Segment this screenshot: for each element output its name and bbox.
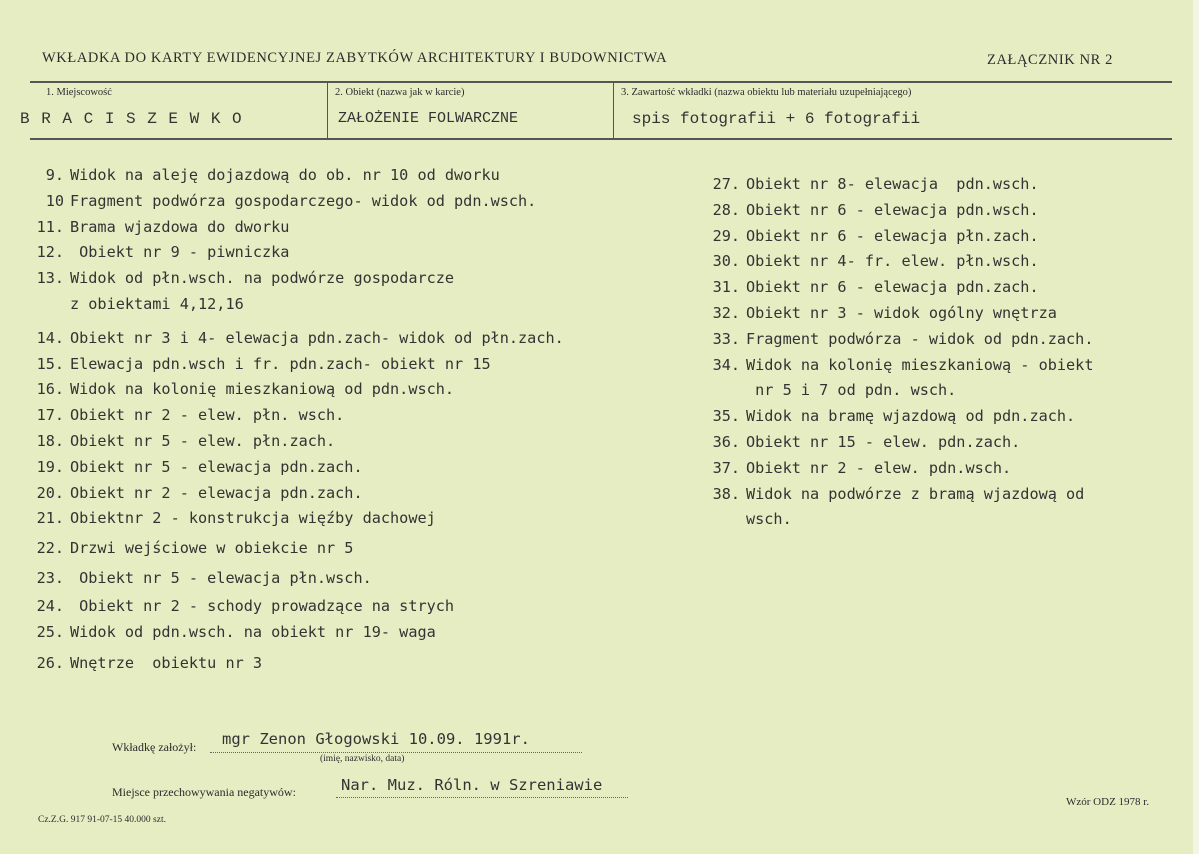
photo-description: Obiekt nr 4- fr. elew. płn.wsch. <box>746 252 1039 271</box>
photo-number: 25. <box>36 622 64 641</box>
created-by-label: Wkładkę założył: <box>112 740 197 754</box>
photo-list-item <box>34 597 454 615</box>
field-divider-1 <box>327 82 328 138</box>
photo-description: Wnętrze obiektu nr 3 <box>70 654 263 673</box>
photo-number: 30. <box>712 252 740 271</box>
photo-number: 20. <box>36 483 64 502</box>
form-code: Wzór ODZ 1978 r. <box>1066 796 1150 808</box>
photo-description: Obiekt nr 6 - elewacja płn.zach. <box>746 226 1039 245</box>
photo-description: Widok od płn.wsch. na podwórze gospodarcze <box>70 269 455 288</box>
photo-description: Fragment podwórza - widok od pdn.zach. <box>746 329 1094 348</box>
photo-list-item <box>710 227 1039 245</box>
photo-number: 10 <box>45 191 64 210</box>
photo-description: wsch. <box>746 510 792 529</box>
photo-number: 38. <box>712 484 740 503</box>
photo-list-item <box>34 406 344 424</box>
photo-description: Elewacja pdn.wsch i fr. pdn.zach- obiekt nr 15 <box>70 354 491 373</box>
photo-list-item <box>710 407 1075 425</box>
photo-list-item <box>34 484 363 502</box>
photo-list-item <box>710 510 792 528</box>
photo-list-item <box>710 459 1011 477</box>
locality-value: B R A C I S Z E W K O <box>20 110 243 128</box>
photo-number: 34. <box>712 355 740 374</box>
photo-list-item <box>34 569 372 587</box>
storage-label: Miejsce przechowywania negatywów: <box>112 785 296 799</box>
photo-description: Obiekt nr 6 - elewacja pdn.zach. <box>746 278 1039 297</box>
paper-edge <box>1193 0 1199 854</box>
photo-list-item <box>34 329 564 347</box>
photo-list-item <box>34 218 289 236</box>
photo-description: Obiekt nr 6 - elewacja pdn.wsch. <box>746 200 1039 219</box>
photo-number: 27. <box>712 175 740 193</box>
photo-list-item <box>34 269 454 287</box>
photo-list-item <box>710 485 1084 503</box>
photo-description: Obiekt nr 3 - widok ogólny wnętrza <box>746 304 1057 322</box>
photo-description: Obiekt nr 2 - elew. płn. wsch. <box>70 406 345 425</box>
photo-list-item <box>34 623 436 641</box>
photo-number: 23. <box>36 569 64 587</box>
photo-list-item <box>710 175 1039 193</box>
photo-description: Obiekt nr 9 - piwniczka <box>70 243 290 262</box>
photo-number: 18. <box>36 432 64 450</box>
photo-number: 14. <box>36 328 64 347</box>
photo-description: Obiekt nr 5 - elew. płn.zach. <box>70 432 336 450</box>
photo-description: Obiekt nr 2 - elew. pdn.wsch. <box>746 458 1012 477</box>
photo-description: Widok na aleję dojazdową do ob. nr 10 od dworku <box>70 166 500 184</box>
photo-list-item <box>34 432 335 450</box>
photo-list-item <box>34 295 244 313</box>
storage-value: Nar. Muz. Róln. w Szreniawie <box>341 776 603 794</box>
photo-list-item <box>710 304 1057 322</box>
photo-description: z obiektami 4,12,16 <box>70 295 244 313</box>
photo-description: Widok na podwórze z bramą wjazdową od <box>746 484 1085 503</box>
photo-list-item <box>34 539 353 557</box>
created-by-dotted-line <box>210 752 582 753</box>
photo-list-item <box>34 509 436 527</box>
photo-number: 28. <box>712 200 740 219</box>
photo-list-item <box>34 355 491 373</box>
object-label: 2. Obiekt (nazwa jak w karcie) <box>335 87 465 98</box>
content-value: spis fotografii + 6 fotografii <box>632 110 921 128</box>
top-rule <box>30 81 1172 83</box>
photo-list-item <box>710 330 1093 348</box>
locality-label: 1. Miejscowość <box>46 87 112 98</box>
photo-description: Obiekt nr 5 - elewacja płn.wsch. <box>70 569 372 587</box>
photo-list-item <box>34 192 536 210</box>
photo-description: Obiekt nr 3 i 4- elewacja pdn.zach- widok od płn.zach. <box>70 328 564 347</box>
photo-number: 22. <box>36 539 64 558</box>
photo-number: 15. <box>36 354 64 373</box>
photo-description: Widok na kolonię mieszkaniową od pdn.wsch. <box>70 380 455 399</box>
created-by-value: mgr Zenon Głogowski 10.09. 1991r. <box>222 730 530 748</box>
attachment-number: ZAŁĄCZNIK NR 2 <box>987 52 1113 68</box>
photo-number: 24. <box>36 596 64 615</box>
photo-number: 13. <box>36 269 64 288</box>
photo-description: Obiekt nr 15 - elew. pdn.zach. <box>746 433 1021 451</box>
photo-number: 21. <box>36 509 64 528</box>
photo-list-item <box>710 381 956 399</box>
photo-description: Obiekt nr 8- elewacja pdn.wsch. <box>746 175 1039 193</box>
photo-list-item <box>710 201 1039 219</box>
photo-number: 29. <box>712 226 740 245</box>
photo-description: Fragment podwórza gospodarczego- widok od pdn.wsch. <box>70 191 537 210</box>
photo-description: Widok od pdn.wsch. na obiekt nr 19- waga <box>70 622 436 641</box>
photo-number: 37. <box>712 458 740 477</box>
photo-number: 11. <box>36 217 64 236</box>
object-value: ZAŁOŻENIE FOLWARCZNE <box>338 110 519 127</box>
photo-number: 12. <box>36 243 64 262</box>
photo-description: Obiekt nr 2 - elewacja pdn.zach. <box>70 483 363 502</box>
photo-number: 26. <box>36 654 64 673</box>
field-divider-2 <box>613 82 614 138</box>
content-label: 3. Zawartość wkładki (nazwa obiektu lub materiału uzupełniającego) <box>621 87 912 98</box>
photo-number: 32. <box>712 304 740 322</box>
photo-list-item <box>710 252 1039 270</box>
form-title: WKŁADKA DO KARTY EWIDENCYJNEJ ZABYTKÓW ARCHITEKTURY I BUDOWNICTWA <box>42 50 668 66</box>
photo-number: 16. <box>36 380 64 399</box>
photo-list-item <box>34 243 289 261</box>
photo-list-item <box>710 356 1093 374</box>
photo-description: Widok na kolonię mieszkaniową - obiekt <box>746 355 1094 374</box>
photo-number: 19. <box>36 457 64 476</box>
photo-description: Drzwi wejściowe w obiekcie nr 5 <box>70 539 354 558</box>
print-code: Cz.Z.G. 917 91-07-15 40.000 szt. <box>38 815 166 825</box>
photo-number: 35. <box>712 407 740 426</box>
photo-description: nr 5 i 7 od pdn. wsch. <box>746 381 957 400</box>
photo-number: 9. <box>45 166 64 184</box>
photo-list-item <box>710 278 1039 296</box>
photo-list-item <box>34 166 500 184</box>
photo-number: 17. <box>36 406 64 425</box>
photo-description: Obiektnr 2 - konstrukcja więźby dachowej <box>70 509 436 528</box>
storage-dotted-line <box>336 797 628 798</box>
photo-number: 36. <box>712 433 740 451</box>
created-by-hint: (imię, nazwisko, data) <box>320 754 405 764</box>
photo-list-item <box>34 380 454 398</box>
photo-list-item <box>34 654 262 672</box>
photo-description: Obiekt nr 5 - elewacja pdn.zach. <box>70 457 363 476</box>
photo-list-item <box>34 458 363 476</box>
photo-number: 33. <box>712 329 740 348</box>
photo-description: Obiekt nr 2 - schody prowadzące na strych <box>70 596 455 615</box>
photo-list-item <box>710 433 1020 451</box>
photo-number: 31. <box>712 278 740 297</box>
photo-description: Brama wjazdowa do dworku <box>70 217 290 236</box>
fields-bottom-rule <box>30 138 1172 140</box>
photo-description: Widok na bramę wjazdową od pdn.zach. <box>746 407 1076 426</box>
